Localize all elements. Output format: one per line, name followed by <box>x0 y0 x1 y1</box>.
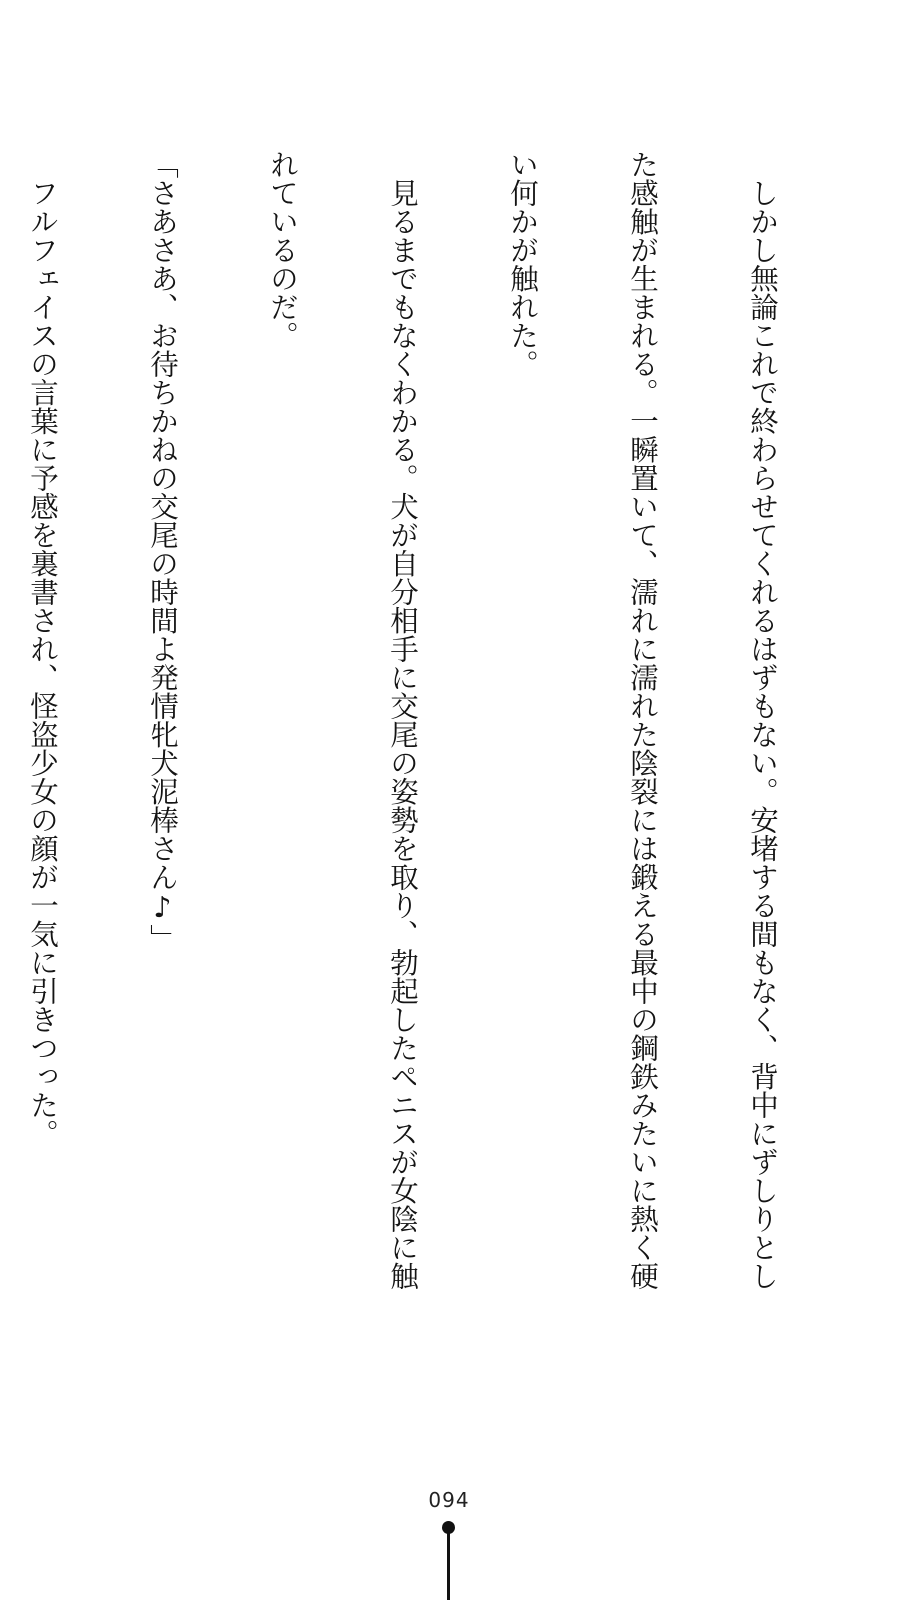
text-line: しかし無論これで終わらせてくれるはずもない。安堵する間もなく、背中にずしりとし <box>746 150 779 1290</box>
text-line: 「さあさあ、お待ちかねの交尾の時間よ発情牝犬泥棒さん♪」 <box>146 150 179 953</box>
text-line: フルフェイスの言葉に予感を裏書され、怪盗少女の顔が一気に引きつった。 <box>26 150 59 1148</box>
marker-stem <box>447 1531 450 1600</box>
text-line: れているのだ。 <box>266 150 299 350</box>
text-line: 見るまでもなくわかる。犬が自分相手に交尾の姿勢を取り、勃起したペニスが女陰に触 <box>386 150 419 1290</box>
vertical-text-block <box>26 150 862 1320</box>
text-line: た感触が生まれる。一瞬置いて、濡れに濡れた陰裂には鍛える最中の鋼鉄みたいに熱く硬 <box>626 150 659 1290</box>
text-line: い何かが触れた。 <box>506 150 539 378</box>
page-marker-icon <box>442 1521 455 1600</box>
page-number: 094 <box>428 1488 470 1512</box>
